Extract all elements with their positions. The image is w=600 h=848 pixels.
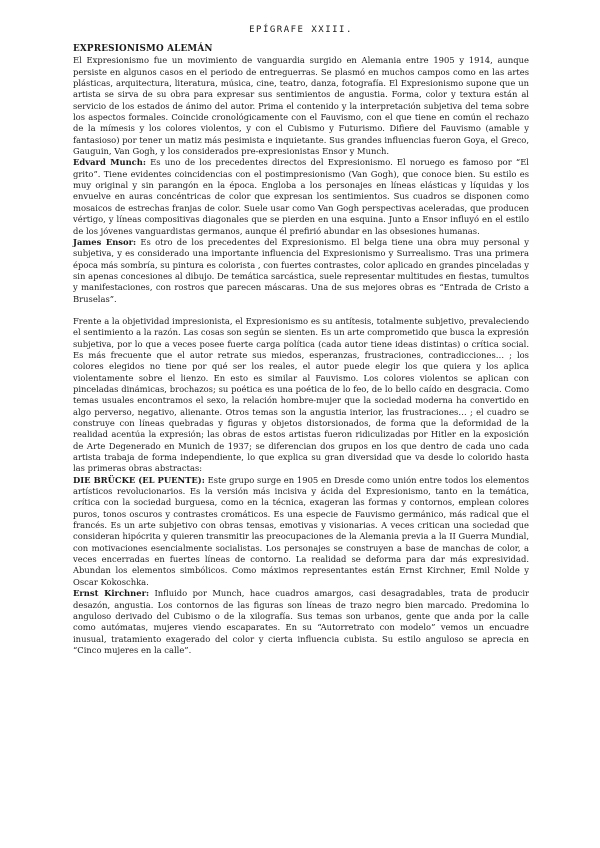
ensor-lead: James Ensor: — [73, 236, 137, 247]
section-title: EXPRESIONISMO ALEMÁN — [73, 44, 213, 54]
munch-paragraph — [73, 157, 529, 236]
paragraph-gap — [73, 305, 529, 316]
kirchner-paragraph — [73, 588, 529, 656]
kirchner-lead: Ernst Kirchner: — [73, 588, 150, 599]
ensor-paragraph — [73, 237, 529, 305]
document-page — [73, 24, 529, 656]
frente-paragraph: Frente a la objetividad impresionista, el Expresionismo es su antítesis, totalmente subjetivo, prevaleciendo el sentimiento a la razón. Las cosas son según se sienten. Es un arte comprometido que busca la expresión subjetiva, por lo que a veces posee fuerte carga política (cada autor tiene ideas distintas) o crítica social. Es más frecuente que el autor retrate sus miedos, esperanzas, frustraciones, contradicciones… ; los colores elegidos no tiene por qué ser los reales, el autor puede elegir los que quiera y los aplica violentamente sobre el lienzo. En esto es similar al Fauvismo. Los colores violentos se aplican con pinceladas dinámicas, brochazos; su poética es una poética de lo feo, de lo bello caído en desgracia. Como temas usuales encontramos el sexo, la relación hombre-mujer que la sociedad moderna ha convertido en algo perverso, negativo, alienante. Otros temas son la angustia interior, las frustraciones… ; el cuadro se construye con líneas quebradas y figuras y objetos distorsionados, de forma que la deformidad de la realidad acentúa la expresión; las obras de estos artistas fueron ridiculizadas por Hitler en la exposición de Arte Degenerado en Munich de 1937; se diferencian dos grupos en los que dentro de cada uno cada artista trabaja de forma independiente, lo que explica su gran diversidad que va desde lo colorido hasta las primeras obras abstractas: — [73, 315, 529, 474]
ensor-text: Es otro de los precedentes del Expresionismo. El belga tiene una obra muy personal y subjetiva, y es considerado una importante influencia del Expresionismo y Surrealismo. Tras una primera época más sombría, su pintura es colorista , con fuertes contrastes, color aplicado en grandes pinceladas y sin apenas concesiones al dibujo. De temática sarcástica, suele representar multitudes en fiestas, tumultos y manifestaciones, con rostros que parecen máscaras. Una de sus mejores obras es “Entrada de Cristo a Bruselas”. — [73, 236, 529, 304]
brucke-text: Este grupo surge en 1905 en Dresde como unión entre todos los elementos artísticos revolucionarios. Es la versión más incisiva y ácida del Expresionismo, tanto en la temática, crítica con la sociedad burguesa, como en la técnica, exageran las formas y contornos, emplean colores puros, tonos oscuros y contrastes cromáticos. Es una especie de Fauvismo germánico, más radical que el francés. Es un arte subjetivo con obras tensas, emotivas y visionarias. A veces critican una sociedad que consideran hipócrita y quieren transmitir las preocupaciones de la Alemania previa a la II Guerra Mundial, con motivaciones esencialmente socialistas. Los personajes se construyen a base de manchas de color, a veces encerradas en fuertes líneas de contorno. La realidad se deforma para dar más expresividad. Abundan los elementos simbólicos. Como máximos representantes están Ernst Kirchner, Emil Nolde y Oscar Kokoschka. — [73, 474, 529, 587]
munch-lead: Edvard Munch: — [73, 157, 146, 168]
brucke-lead: DIE BRÜCKE (EL PUENTE): — [73, 474, 205, 485]
intro-paragraph: El Expresionismo fue un movimiento de vanguardia surgido en Alemania entre 1905 y 1914, aunque persiste en algunos casos en el periodo de entreguerras. Se plasmó en muchos campos como en las artes plásticas, arquitectura, literatura, música, cine, teatro, danza, fotografía. El Expresionismo supone que un artista se sirva de su obra para expresar sus sentimientos de angustia. Forma, color y textura están al servicio de los estados de ánimo del autor. Prima el contenido y la interpretación subjetiva del tema sobre los aspectos formales. Coincide cronológicamente con el Fauvismo, con el que tiene en común el rechazo de la mímesis y los colores violentos, y con el Cubismo y Futurismo. Difiere del Fauvismo (amable y fantasioso) por tener un matiz más pesimista e inquietante. Sus grandes influencias fueron Goya, el Greco, Gauguin, Van Gogh, y los considerados pre-expresionistas Ensor y Munch. — [73, 55, 529, 157]
epigrafe-heading: EPÍGRAFE XXIII. — [249, 25, 353, 35]
brucke-paragraph — [73, 475, 529, 588]
kirchner-text: Influido por Munch, hace cuadros amargos, casi desagradables, trata de producir desazón, angustia. Los contornos de las figuras son líneas de trazo negro bien marcado. Predomina lo anguloso derivado del Cubismo o de la xilografía. Sus temas son urbanos, gente que anda por la calle como autómatas, mujeres viendo escaparates. En su “Autorretrato con modelo” vemos un encuadre inusual, tratamiento exagerado del color y cierta influencia cubista. Su estilo anguloso se aprecia en “Cinco mujeres en la calle”. — [73, 588, 529, 655]
munch-text: Es uno de los precedentes directos del Expresionismo. El noruego es famoso por “El grito”. Tiene evidentes coincidencias con el postimpresionismo (Van Gogh), que conoce bien. Su estilo es muy original y sin parangón en la época. Engloba a los personajes en líneas elásticas y líquidas y los envuelve en auras concéntricas de color que expresan los sentimientos. Sus cuadros se disponen como mosaicos de estrechas franjas de color. Suele usar como Van Gogh perspectivas aceleradas, que producen vértigo, y líneas compositivas diagonales que se pierden en una esquina. Junto a Ensor influyó en el estilo de los jóvenes vanguardistas germanos, aunque él prefirió abundar en las obsesiones humanas. — [73, 157, 529, 236]
